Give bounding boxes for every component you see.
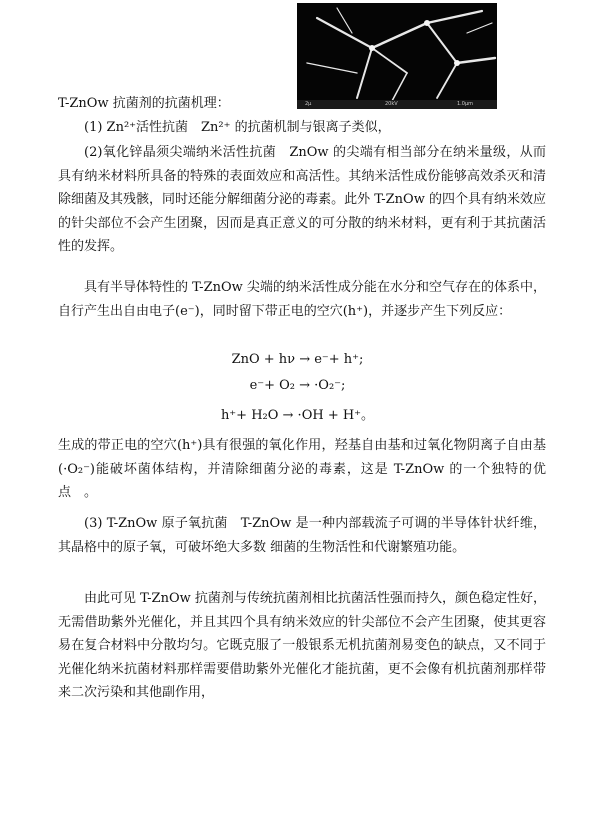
equation-2: e⁻+ O₂ → ·O₂⁻; xyxy=(249,378,346,393)
item-3: (3) T-ZnOw 原子氧抗菌 T-ZnOw 是一种内部载流子可调的半导体针状纤维，其晶格中的原子氧，可破坏绝大多数 细菌的生物活性和代谢繁殖功能。 xyxy=(58,516,546,555)
paragraph-4: 生成的带正电的空穴(h⁺)具有很强的氧化作用，羟基自由基和过氧化物阴离子自由基(·O₂⁻)能破坏菌体结构，并清除细菌分泌的毒素，这是 T-ZnOw 的一个独特的优点 。 xyxy=(58,438,546,500)
item-1: (1) Zn²⁺活性抗菌 Zn²⁺ 的抗菌机制与银离子类似， xyxy=(84,120,391,135)
scale-caption-left: 2μ xyxy=(305,101,312,107)
scale-caption-mid: 20kV xyxy=(385,101,398,107)
item-2: (2)氧化锌晶须尖端纳米活性抗菌 ZnOw 的尖端有相当部分在纳米量级，从而具有纳米材料所具备的特殊的表面效应和高活性。其纳米活性成份能够高效杀灭和清除细菌及其残骸，同时还能分解细菌分泌的毒素。此外 T-ZnOw 的四个具有纳米效应的针尖部位不会产生团聚，因而是真正意义的可分散的纳米材料，更有利于其抗菌活性的发挥。 xyxy=(58,145,546,254)
scale-caption-right: 1.0μm xyxy=(457,101,474,107)
paragraph-3: 具有半导体特性的 T-ZnOw 尖端的纳米活性成分能在水分和空气存在的体系中，自行产生出自由电子(e⁻)，同时留下带正电的空穴(h⁺)，并逐步产生下列反应： xyxy=(58,280,546,319)
section-heading: T-ZnOw 抗菌剂的抗菌机理： xyxy=(58,96,230,111)
paragraph-5: 由此可见 T-ZnOw 抗菌剂与传统抗菌剂相比抗菌活性强而持久，颜色稳定性好，无需借助紫外光催化，并且其四个具有纳米效应的针尖部位不会产生团聚，使其更容易在复合材料中分散均匀。它既克服了一般银系无机抗菌剂易变色的缺点，又不同于光催化纳米抗菌材料那样需要借助紫外光催化才能抗菌，更不会像有机抗菌剂那样带来二次污染和其他副作用， xyxy=(58,591,546,700)
equation-3: h⁺+ H₂O → ·OH + H⁺。 xyxy=(220,408,375,423)
equation-1: ZnO + hν → e⁻+ h⁺; xyxy=(231,352,364,367)
